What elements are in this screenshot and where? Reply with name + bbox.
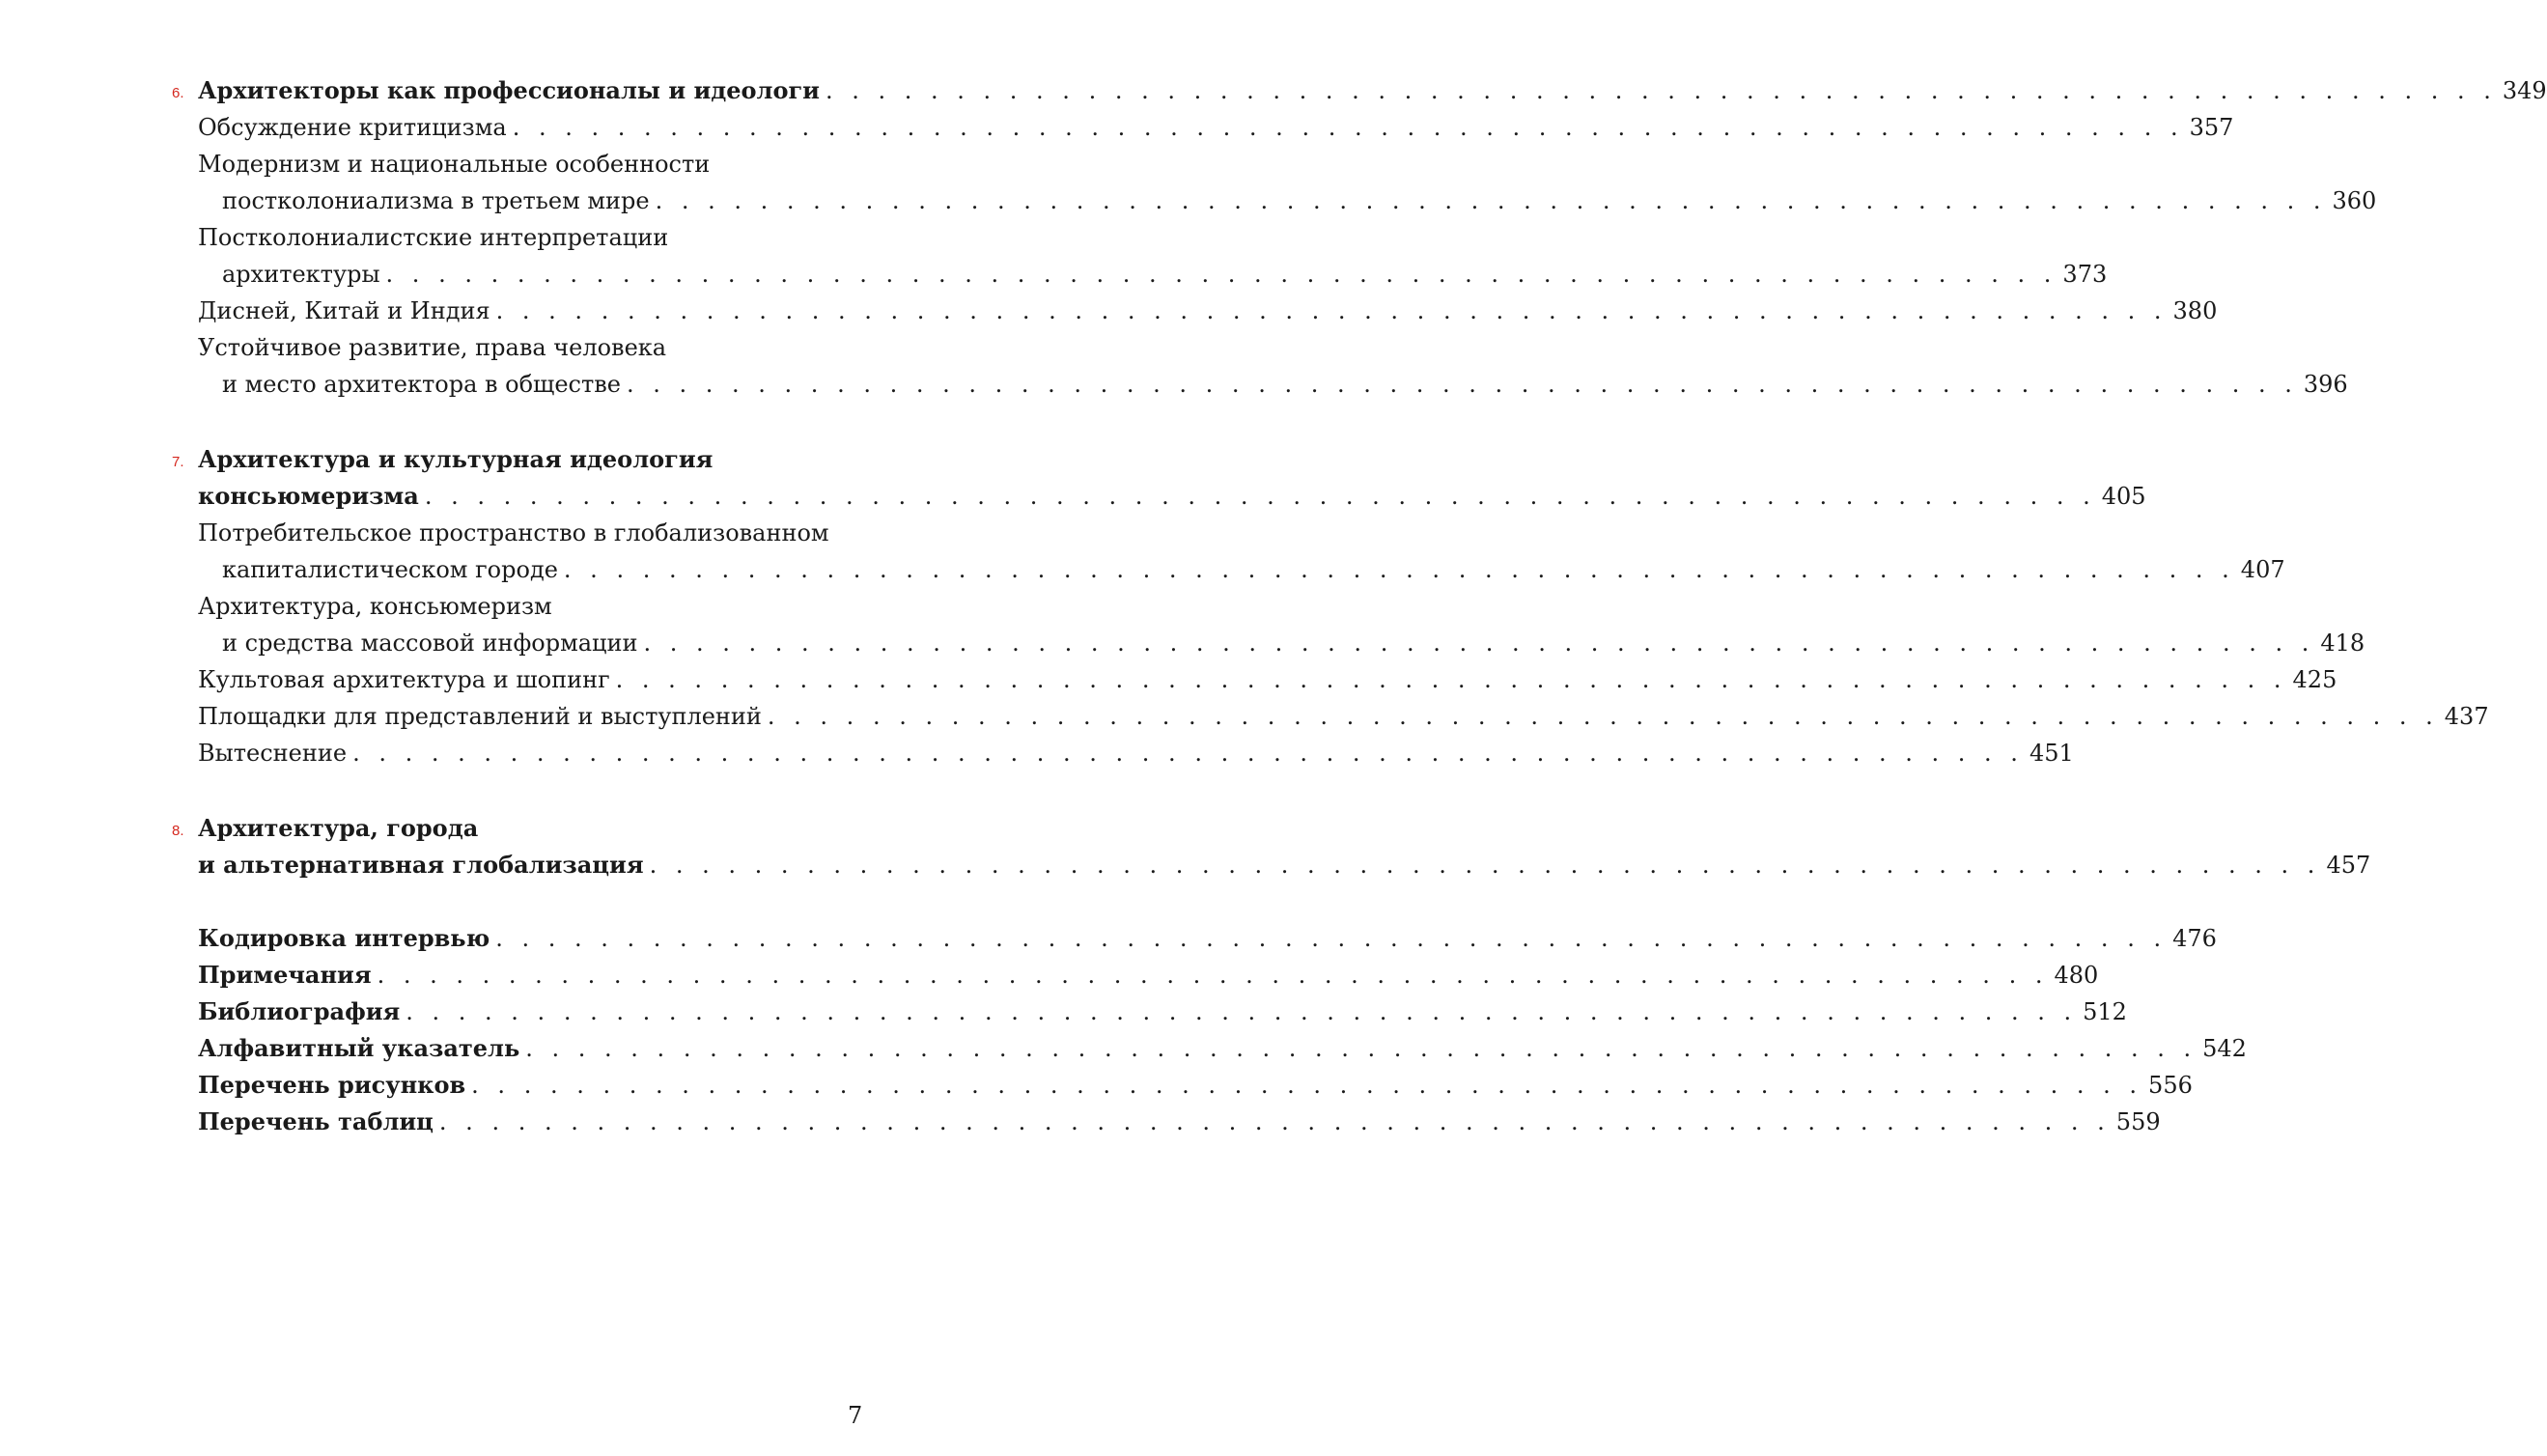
section-title: Постколониалистские интерпретации bbox=[198, 224, 669, 251]
dot-leader: . . . . . . . . . . . . . . . . . . . . . . . . . . . . . . . . . . . . . . . . . . . . . . . . . . . . . . . . . . . . . . . . bbox=[525, 1035, 2197, 1062]
dot-leader: . . . . . . . . . . . . . . . . . . . . . . . . . . . . . . . . . . . . . . . . . . . . . . . . . . . . . . . . . . . . . . . . bbox=[643, 630, 2315, 657]
section-title-line bbox=[222, 552, 2285, 587]
chapter-title: и альтернативная глобализация bbox=[198, 851, 644, 879]
section-entry[interactable] bbox=[0, 589, 966, 624]
back-matter-entry[interactable] bbox=[0, 921, 2217, 956]
page-ref: 425 bbox=[2292, 666, 2337, 693]
page-ref: 480 bbox=[2054, 962, 2099, 989]
dot-leader: . . . . . . . . . . . . . . . . . . . . . . . . . . . . . . . . . . . . . . . . . . . . . . . . . . . . . . . . . . . . . . . . bbox=[352, 740, 2024, 767]
dot-leader: . . . . . . . . . . . . . . . . . . . . . . . . . . . . . . . . . . . . . . . . . . . . . . . . . . . . . . . . . . . . . . . . bbox=[655, 187, 2327, 214]
section-entry[interactable] bbox=[0, 147, 966, 182]
back-matter-title-line bbox=[198, 1105, 2161, 1139]
section-title: и средства массовой информации bbox=[222, 630, 638, 657]
section-title: Архитектура, консьюмеризм bbox=[198, 593, 552, 620]
chapter-title: Архитектура, города bbox=[198, 814, 479, 842]
page-ref: 542 bbox=[2202, 1035, 2247, 1062]
back-matter-title: Перечень рисунков bbox=[198, 1071, 466, 1099]
back-matter-entry[interactable] bbox=[0, 958, 2099, 993]
dot-leader: . . . . . . . . . . . . . . . . . . . . . . . . . . . . . . . . . . . . . . . . . . . . . . . . . . . . . . . . . . . . . . . . bbox=[471, 1072, 2143, 1099]
page-ref: 380 bbox=[2172, 297, 2218, 324]
page-ref: 556 bbox=[2148, 1072, 2193, 1099]
section-entry[interactable] bbox=[0, 699, 2489, 734]
page-ref: 418 bbox=[2320, 630, 2365, 657]
chapter-7-entry-continuation[interactable] bbox=[0, 479, 2146, 514]
page-ref: 457 bbox=[2326, 852, 2371, 879]
section-title: Устойчивое развитие, права человека bbox=[198, 334, 667, 361]
page-ref: 407 bbox=[2240, 556, 2285, 583]
page-ref: 360 bbox=[2332, 187, 2377, 214]
dot-leader: . . . . . . . . . . . . . . . . . . . . . . . . . . . . . . . . . . . . . . . . . . . . . . . . . . . . . . . . . . . . . . . . bbox=[424, 483, 2096, 510]
section-title-line bbox=[198, 294, 2218, 328]
chapter-number: 7. bbox=[172, 454, 184, 470]
chapter-title-line bbox=[198, 73, 2547, 108]
section-title: капиталистическом городе bbox=[222, 556, 558, 583]
dot-leader: . . . . . . . . . . . . . . . . . . . . . . . . . . . . . . . . . . . . . . . . . . . . . . . . . . . . . . . . . . . . . . . . bbox=[406, 998, 2078, 1025]
section-title-line bbox=[222, 257, 2108, 292]
page-ref: 451 bbox=[2029, 740, 2074, 767]
section-title: и место архитектора в обществе bbox=[222, 371, 621, 398]
section-entry-continuation[interactable] bbox=[0, 626, 2365, 660]
section-title: архитектуры bbox=[222, 261, 380, 288]
section-entry[interactable] bbox=[0, 110, 2234, 145]
section-title-line bbox=[222, 626, 2365, 660]
page-ref: 512 bbox=[2083, 998, 2127, 1025]
dot-leader: . . . . . . . . . . . . . . . . . . . . . . . . . . . . . . . . . . . . . . . . . . . . . . . . . . . . . . . . . . . . . . . . bbox=[649, 852, 2321, 879]
chapter-number: 6. bbox=[172, 85, 184, 101]
chapter-title: консьюмеризма bbox=[198, 482, 419, 510]
back-matter-entry[interactable] bbox=[0, 1031, 2247, 1066]
dot-leader: . . . . . . . . . . . . . . . . . . . . . . . . . . . . . . . . . . . . . . . . . . . . . . . . . . . . . . . . . . . . . . . . bbox=[563, 556, 2235, 583]
section-title-line bbox=[198, 662, 2337, 697]
section-entry[interactable] bbox=[0, 220, 966, 255]
chapter-title: Архитекторы как профессионалы и идеологи bbox=[198, 76, 820, 104]
dot-leader: . . . . . . . . . . . . . . . . . . . . . . . . . . . . . . . . . . . . . . . . . . . . . . . . . . . . . . . . . . . . . . . . bbox=[495, 925, 2168, 952]
chapter-7-entry[interactable] bbox=[0, 442, 966, 477]
section-entry-continuation[interactable] bbox=[0, 183, 2377, 218]
back-matter-title: Кодировка интервью bbox=[198, 924, 490, 952]
dot-leader: . . . . . . . . . . . . . . . . . . . . . . . . . . . . . . . . . . . . . . . . . . . . . . . . . . . . . . . . . . . . . . . . bbox=[385, 261, 2057, 288]
back-matter-title: Библиография bbox=[198, 997, 401, 1025]
back-matter-title-line bbox=[198, 958, 2099, 993]
chapter-8-entry-continuation[interactable] bbox=[0, 848, 2371, 882]
chapter-title: Архитектура и культурная идеология bbox=[198, 445, 714, 473]
dot-leader: . . . . . . . . . . . . . . . . . . . . . . . . . . . . . . . . . . . . . . . . . . . . . . . . . . . . . . . . . . . . . . . . bbox=[495, 297, 2168, 324]
page-ref: 476 bbox=[2172, 925, 2217, 952]
dot-leader: . . . . . . . . . . . . . . . . . . . . . . . . . . . . . . . . . . . . . . . . . . . . . . . . . . . . . . . . . . . . . . . . bbox=[377, 962, 2049, 989]
section-entry[interactable] bbox=[0, 736, 2074, 770]
page-ref: 349 bbox=[2502, 77, 2547, 104]
section-entry-continuation[interactable] bbox=[0, 552, 2285, 587]
back-matter-title-line bbox=[198, 1031, 2247, 1066]
section-title: постколониализма в третьем мире bbox=[222, 187, 650, 214]
dot-leader: . . . . . . . . . . . . . . . . . . . . . . . . . . . . . . . . . . . . . . . . . . . . . . . . . . . . . . . . . . . . . . . . bbox=[438, 1108, 2111, 1135]
back-matter-entry[interactable] bbox=[0, 1068, 2193, 1103]
dot-leader: . . . . . . . . . . . . . . . . . . . . . . . . . . . . . . . . . . . . . . . . . . . . . . . . . . . . . . . . . . . . . . . . bbox=[627, 371, 2298, 398]
section-title: Модернизм и национальные особенности bbox=[198, 151, 711, 178]
section-title-line bbox=[198, 699, 2489, 734]
section-entry[interactable] bbox=[0, 516, 966, 550]
page-ref: 437 bbox=[2444, 703, 2489, 730]
back-matter-title-line bbox=[198, 1068, 2193, 1103]
section-entry[interactable] bbox=[0, 294, 2218, 328]
page-ref: 357 bbox=[2189, 114, 2234, 141]
section-title: Обсуждение критицизма bbox=[198, 114, 507, 141]
chapter-title-line bbox=[198, 848, 2371, 882]
section-title-line bbox=[198, 736, 2074, 770]
chapter-6-entry[interactable] bbox=[0, 73, 2547, 108]
section-title-line bbox=[198, 110, 2234, 145]
dot-leader: . . . . . . . . . . . . . . . . . . . . . . . . . . . . . . . . . . . . . . . . . . . . . . . . . . . . . . . . . . . . . . . . bbox=[825, 77, 2497, 104]
back-matter-title: Алфавитный указатель bbox=[198, 1034, 520, 1062]
back-matter-title: Перечень таблиц bbox=[198, 1107, 434, 1135]
section-entry-continuation[interactable] bbox=[0, 257, 2108, 292]
back-matter-title-line bbox=[198, 994, 2127, 1029]
dot-leader: . . . . . . . . . . . . . . . . . . . . . . . . . . . . . . . . . . . . . . . . . . . . . . . . . . . . . . . . . . . . . . . . bbox=[512, 114, 2184, 141]
page-number: 7 bbox=[848, 1402, 863, 1429]
dot-leader: . . . . . . . . . . . . . . . . . . . . . . . . . . . . . . . . . . . . . . . . . . . . . . . . . . . . . . . . . . . . . . . . bbox=[767, 703, 2439, 730]
section-entry[interactable] bbox=[0, 662, 2337, 697]
page-ref: 559 bbox=[2115, 1108, 2161, 1135]
back-matter-entry[interactable] bbox=[0, 1105, 2161, 1139]
dot-leader: . . . . . . . . . . . . . . . . . . . . . . . . . . . . . . . . . . . . . . . . . . . . . . . . . . . . . . . . . . . . . . . . bbox=[615, 666, 2287, 693]
section-title: Культовая архитектура и шопинг bbox=[198, 666, 610, 693]
chapter-title-line bbox=[198, 479, 2146, 514]
chapter-number: 8. bbox=[172, 823, 184, 839]
page-ref: 396 bbox=[2303, 371, 2348, 398]
back-matter-entry[interactable] bbox=[0, 994, 2127, 1029]
back-matter-title-line bbox=[198, 921, 2217, 956]
section-entry-continuation[interactable] bbox=[0, 367, 2348, 402]
chapter-8-entry[interactable] bbox=[0, 811, 966, 846]
section-title-line bbox=[222, 183, 2377, 218]
section-title: Вытеснение bbox=[198, 740, 348, 767]
section-title: Потребительское пространство в глобализованном bbox=[198, 519, 829, 546]
section-title-line bbox=[222, 367, 2348, 402]
page-ref: 373 bbox=[2062, 261, 2108, 288]
page-ref: 405 bbox=[2101, 483, 2146, 510]
back-matter-title: Примечания bbox=[198, 961, 372, 989]
section-title: Площадки для представлений и выступлений bbox=[198, 703, 762, 730]
section-entry[interactable] bbox=[0, 330, 966, 365]
section-title: Дисней, Китай и Индия bbox=[198, 297, 490, 324]
